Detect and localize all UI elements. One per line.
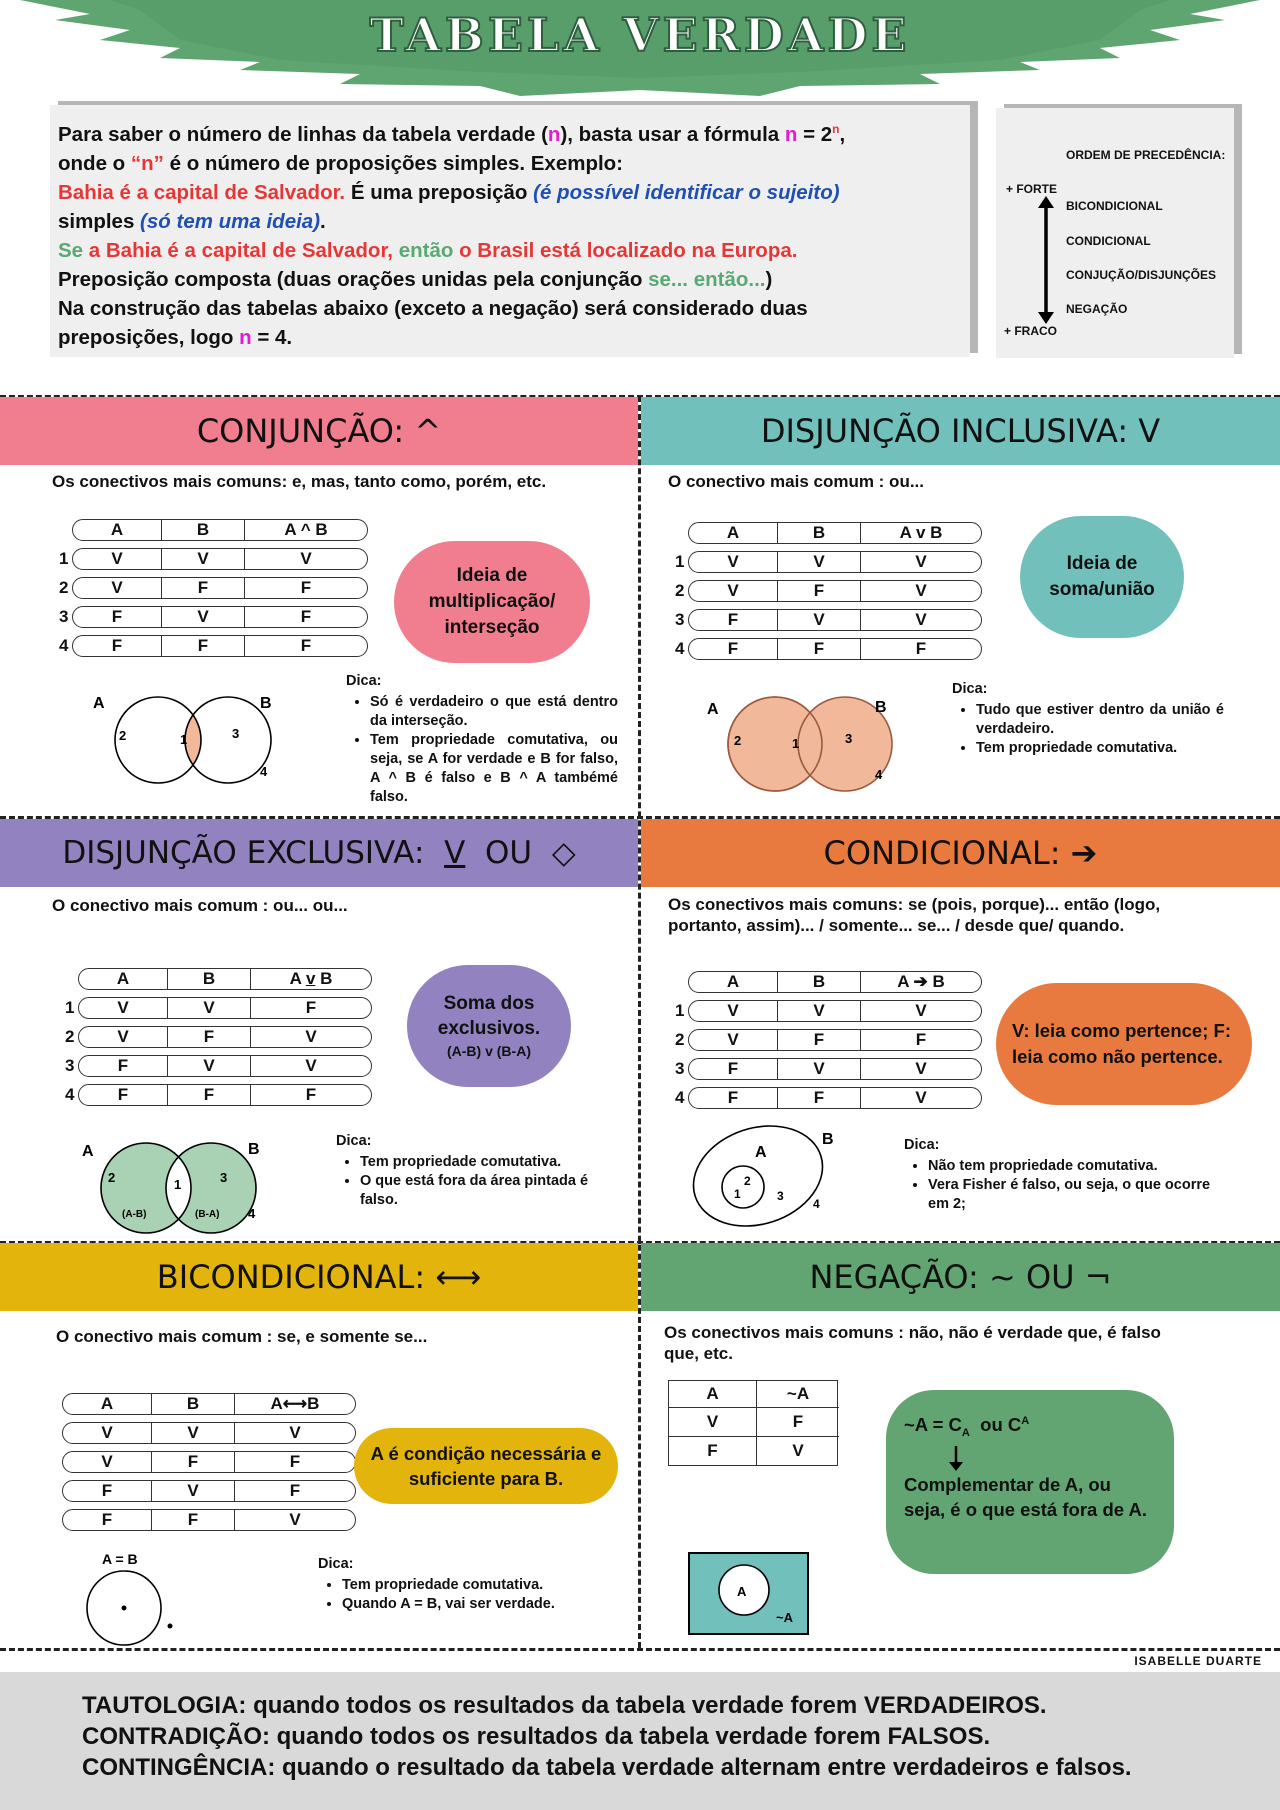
table-row <box>59 606 368 628</box>
table-cell: V <box>305 1027 317 1046</box>
intro-text: ), basta usar a fórmula <box>560 122 785 146</box>
intro-line-6 <box>58 265 962 294</box>
exclusive-tip <box>336 1132 616 1210</box>
venn-region: 2 <box>119 728 127 743</box>
exclusive-venn-diagram <box>78 1136 268 1236</box>
biconditional-header: BICONDICIONAL: ⟷ <box>0 1243 638 1311</box>
n-variable: n <box>547 122 561 146</box>
author-credit: ISABELLE DUARTE <box>1134 1654 1262 1668</box>
table-row <box>675 1087 982 1109</box>
row-number: 4 <box>675 1088 685 1107</box>
conditional-idea-bubble: V: leia como pertence; F: leia como não pertence. <box>996 983 1252 1105</box>
exclusive-truth-table <box>65 968 372 1113</box>
table-header: A <box>79 969 168 989</box>
table-cell: F <box>778 639 861 659</box>
table-cell: F <box>305 998 317 1017</box>
table-row <box>675 551 982 573</box>
venn-region-label: (B-A) <box>195 1209 220 1220</box>
row-number: 1 <box>65 998 75 1017</box>
table-header-row <box>688 522 982 544</box>
table-cell: F <box>289 1452 301 1471</box>
row-number: 4 <box>65 1085 75 1104</box>
biconditional-venn-diagram <box>80 1548 180 1650</box>
venn-region: 2 <box>108 1170 116 1185</box>
intro-text: ) <box>765 267 773 291</box>
venn-region: 3 <box>220 1170 228 1185</box>
negation-idea-bubble <box>886 1390 1174 1574</box>
precedence-item: NEGAÇÃO <box>1066 302 1128 316</box>
exclusive-connectives: O conectivo mais comum : ou... ou... <box>52 896 348 915</box>
table-row <box>62 1451 356 1473</box>
header-text: OU ◇ <box>465 835 576 871</box>
table-header: B <box>162 520 245 540</box>
intro-text: . <box>320 209 326 233</box>
venn-label: B <box>875 699 887 716</box>
table-header: A <box>63 1394 152 1414</box>
venn-region: 3 <box>845 731 853 746</box>
n-variable: n <box>784 122 798 146</box>
table-cell: F <box>73 607 162 627</box>
venn-label: A = B <box>102 1551 138 1567</box>
intro-line-1 <box>58 115 962 149</box>
intro-line-8 <box>58 323 962 352</box>
formula-part: ~A = C <box>904 1414 962 1436</box>
tip-item: • O que está fora da área pintada é falso. <box>360 1172 616 1210</box>
example-compound: a Bahia é a capital de Salvador, <box>83 238 399 262</box>
table-cell: V <box>689 1001 778 1021</box>
disjunction-connectives: O conectivo mais comum : ou... <box>668 472 924 491</box>
table-header: B <box>778 972 861 992</box>
venn-region: 1 <box>792 736 800 751</box>
table-cell: V <box>778 552 861 572</box>
table-row <box>62 1422 356 1444</box>
table-row <box>675 609 982 631</box>
table-cell: V <box>168 1056 251 1076</box>
table-header-row <box>78 968 372 990</box>
tip-item: • Tudo que estiver dentro da união é verdadeiro. <box>976 701 1224 739</box>
row-number: 1 <box>59 549 69 568</box>
table-cell: F <box>73 636 162 656</box>
intro-text: , <box>839 122 846 146</box>
tip-title: Dica: <box>904 1137 940 1153</box>
venn-region: 3 <box>777 1189 784 1203</box>
table-cell: V <box>79 1027 168 1047</box>
table-cell: V <box>305 1056 317 1075</box>
row-number: 2 <box>59 578 69 597</box>
table-cell: V <box>289 1510 301 1529</box>
table-cell: F <box>778 581 861 601</box>
precedence-item: CONJUÇÃO/DISJUNÇÕES <box>1066 268 1217 282</box>
table-header: A ^ B <box>284 520 328 539</box>
connective-se: Se <box>58 238 84 262</box>
intro-text: onde o <box>58 151 131 175</box>
table-cell: F <box>79 1085 168 1105</box>
formula-sup: A <box>1021 1415 1030 1427</box>
table-cell: V <box>168 998 251 1018</box>
row-number: 2 <box>675 581 685 600</box>
venn-region: 1 <box>174 1177 182 1192</box>
venn-region: 4 <box>813 1197 820 1211</box>
tip-item: • Tem propriedade comutativa, ou seja, se A for verdade e B for falso, A ^ B é falso e B ^ A tambémé falso. <box>370 731 618 807</box>
table-row <box>65 997 372 1019</box>
intro-line-5 <box>58 236 962 265</box>
venn-region: 2 <box>744 1174 751 1188</box>
table-cell: V <box>792 1441 804 1460</box>
venn-label: ~A <box>776 1610 793 1625</box>
table-row <box>62 1480 356 1502</box>
table-cell: F <box>79 1056 168 1076</box>
table-cell: V <box>915 1088 927 1107</box>
precedence-item: BICONDICIONAL <box>1066 199 1163 213</box>
table-row <box>62 1509 356 1531</box>
biconditional-idea-bubble: A é condição necessária e suficiente para B. <box>354 1428 618 1504</box>
tip-title: Dica: <box>346 673 382 689</box>
connective-entao: então <box>398 238 454 262</box>
table-cell: F <box>915 1030 927 1049</box>
row-number: 3 <box>59 607 69 626</box>
example-simple: Bahia é a capital de Salvador. <box>58 180 346 204</box>
precedence-title: ORDEM DE PRECEDÊNCIA: <box>1066 148 1226 162</box>
row-number: 3 <box>675 610 685 629</box>
venn-region-label: (A-B) <box>122 1209 147 1220</box>
table-cell: F <box>778 1088 861 1108</box>
connectives-line: Os conectivos mais comuns : não, não é verdade que, é falso <box>664 1323 1161 1342</box>
tip-item: • Quando A = B, vai ser verdade. <box>342 1595 618 1614</box>
header-symbol: V <box>444 835 466 871</box>
table-cell: F <box>689 1088 778 1108</box>
connective-se-entao: se... então... <box>648 267 766 291</box>
table-cell: F <box>152 1510 235 1530</box>
disjunction-venn-diagram <box>705 694 895 794</box>
table-cell: F <box>162 578 245 598</box>
venn-region: 3 <box>232 726 240 741</box>
venn-region: 1 <box>734 1187 741 1201</box>
negation-venn-diagram <box>688 1552 810 1636</box>
venn-label: A <box>93 695 105 712</box>
down-arrow-icon <box>946 1446 966 1472</box>
table-row <box>675 580 982 602</box>
table-header: A v B <box>899 523 943 542</box>
header-part: A <box>289 969 306 988</box>
table-row <box>675 1000 982 1022</box>
connectives-line: portanto, assim)... / somente... se... / desde que/ quando. <box>668 916 1125 935</box>
row-number: 2 <box>65 1027 75 1046</box>
table-row <box>675 1058 982 1080</box>
example-compound: o Brasil está localizado na Europa. <box>453 238 798 262</box>
table-header-row <box>72 519 368 541</box>
table-cell: F <box>162 636 245 656</box>
tip-item: • Tem propriedade comutativa. <box>342 1576 618 1595</box>
precedence-arrow-icon <box>1036 196 1056 324</box>
table-cell: F <box>300 607 312 626</box>
table-cell: V <box>689 552 778 572</box>
formula-part: ou C <box>969 1414 1022 1436</box>
negation-truth-table <box>668 1380 838 1466</box>
table-cell: F <box>689 1059 778 1079</box>
conjunction-venn-diagram <box>88 688 278 788</box>
table-cell: F <box>63 1510 152 1530</box>
table-row <box>65 1084 372 1106</box>
venn-region: 1 <box>180 732 188 747</box>
table-cell: F <box>305 1085 317 1104</box>
table-cell: F <box>915 639 927 658</box>
table-header <box>251 969 371 989</box>
biconditional-truth-table <box>62 1393 356 1538</box>
venn-label: A <box>707 701 719 718</box>
connectives-line: Os conectivos mais comuns: se (pois, porque)... então (logo, <box>668 895 1161 914</box>
conjunction-connectives: Os conectivos mais comuns: e, mas, tanto como, porém, etc. <box>52 472 547 491</box>
table-cell: V <box>915 610 927 629</box>
conjunction-header: CONJUNÇÃO: ^ <box>0 397 638 465</box>
conjunction-idea-bubble: Ideia de multiplicação/ interseção <box>394 541 590 663</box>
biconditional-connectives: O conectivo mais comum : se, e somente se... <box>56 1327 428 1346</box>
table-cell: V <box>669 1408 757 1437</box>
table-cell: V <box>289 1423 301 1442</box>
table-cell: V <box>300 549 312 568</box>
table-cell: V <box>63 1423 152 1443</box>
inclusive-disjunction-header: DISJUNÇÃO INCLUSIVA: V <box>641 397 1280 465</box>
table-header: A <box>689 523 778 543</box>
intro-text: preposições, logo <box>58 325 240 349</box>
table-cell: V <box>162 549 245 569</box>
contradiction-definition: CONTRADIÇÃO: quando todos os resultados da tabela verdade forem FALSOS. <box>82 1723 991 1750</box>
venn-label: A <box>755 1144 767 1161</box>
table-cell: F <box>689 610 778 630</box>
table-cell: F <box>152 1452 235 1472</box>
negation-header: NEGAÇÃO: ~ OU ¬ <box>641 1243 1280 1311</box>
page-title: TABELA VERDADE <box>369 8 911 62</box>
table-cell: V <box>778 1001 861 1021</box>
venn-region: 2 <box>734 733 742 748</box>
intro-text: Preposição composta (duas orações unidas pela conjunção <box>58 267 649 291</box>
table-header: A ➔ B <box>897 972 945 991</box>
divider <box>638 396 641 1648</box>
bubble-text: Soma dos exclusivos. <box>437 993 541 1039</box>
conditional-header: CONDICIONAL: ➔ <box>641 819 1280 887</box>
table-cell: V <box>915 1059 927 1078</box>
intro-box <box>50 105 970 357</box>
precedence-item: CONDICIONAL <box>1066 234 1151 248</box>
table-header: B <box>168 969 251 989</box>
negation-grid <box>668 1380 838 1466</box>
table-cell: V <box>63 1452 152 1472</box>
tip-title: Dica: <box>318 1556 354 1572</box>
contingency-definition: CONTINGÊNCIA: quando o resultado da tabela verdade alternam entre verdadeiros e falsos. <box>82 1754 1132 1781</box>
tautology-definition: TAUTOLOGIA: quando todos os resultados da tabela verdade forem VERDADEIROS. <box>82 1692 1047 1719</box>
table-header: B <box>152 1394 235 1414</box>
table-cell: F <box>757 1408 839 1437</box>
conjunction-truth-table <box>59 519 368 664</box>
table-header: A <box>689 972 778 992</box>
table-cell: V <box>915 581 927 600</box>
table-row <box>59 548 368 570</box>
intro-text: é o número de proposições simples. Exemplo: <box>163 151 624 175</box>
tip-item: • Tem propriedade comutativa. <box>360 1153 616 1172</box>
table-cell: F <box>168 1027 251 1047</box>
table-cell: F <box>289 1481 301 1500</box>
row-number: 3 <box>675 1059 685 1078</box>
intro-text: Para saber o número de linhas da tabela verdade ( <box>58 122 548 146</box>
table-cell: V <box>689 581 778 601</box>
table-row <box>675 638 982 660</box>
precedence-weak: + FRACO <box>1004 324 1058 338</box>
table-cell: V <box>778 1059 861 1079</box>
intro-text: simples <box>58 209 141 233</box>
table-cell: F <box>300 578 312 597</box>
biconditional-tip <box>318 1555 618 1614</box>
complement-description: Complementar de A, ou seja, é o que está fora de A. <box>904 1473 1147 1520</box>
table-row <box>59 577 368 599</box>
table-header: B <box>778 523 861 543</box>
venn-label: B <box>248 1141 260 1158</box>
table-cell: F <box>778 1030 861 1050</box>
table-cell: V <box>73 549 162 569</box>
intro-text: = 2 <box>797 122 833 146</box>
table-cell: V <box>689 1030 778 1050</box>
divider <box>0 1648 1280 1651</box>
intro-text: É uma preposição <box>345 180 534 204</box>
n-quoted: “n” <box>130 151 164 175</box>
header-text: DISJUNÇÃO EXCLUSIVA: <box>62 835 445 871</box>
table-cell: F <box>63 1481 152 1501</box>
disjunction-tip <box>952 680 1224 758</box>
intro-line-3 <box>58 178 962 207</box>
table-cell: V <box>162 607 245 627</box>
intro-note: (é possível identificar o sujeito) <box>533 180 840 204</box>
table-cell: V <box>778 610 861 630</box>
table-row <box>65 1055 372 1077</box>
row-number: 4 <box>675 639 685 658</box>
connectives-line: que, etc. <box>664 1344 733 1363</box>
tip-title: Dica: <box>952 681 988 697</box>
venn-label: B <box>822 1131 834 1148</box>
table-row <box>675 1029 982 1051</box>
table-cell: F <box>300 636 312 655</box>
tip-item: • Tem propriedade comutativa. <box>976 739 1224 758</box>
table-header: ~A <box>757 1381 839 1408</box>
complement-formula <box>904 1408 1029 1446</box>
table-header: A⟷B <box>270 1394 320 1413</box>
row-number: 4 <box>59 636 69 655</box>
venn-label: A <box>82 1143 94 1160</box>
conditional-connectives <box>668 894 1160 936</box>
conditional-tip <box>904 1136 1214 1214</box>
disjunction-idea-bubble: Ideia de soma/união <box>1020 516 1184 638</box>
table-cell: V <box>152 1423 235 1443</box>
intro-text: = 4. <box>251 325 293 349</box>
intro-note: (só tem uma ideia) <box>140 209 321 233</box>
table-cell: V <box>79 998 168 1018</box>
exclusive-idea-bubble <box>407 965 571 1087</box>
table-cell: V <box>152 1481 235 1501</box>
n-variable: n <box>239 325 252 349</box>
venn-label: A <box>737 1584 747 1599</box>
tip-item: • Não tem propriedade comutativa. <box>928 1157 1214 1176</box>
table-header-row <box>688 971 982 993</box>
conjunction-tip <box>346 672 618 807</box>
row-number: 2 <box>675 1030 685 1049</box>
tip-item: • Só é verdadeiro o que está dentro da interseção. <box>370 693 618 731</box>
disjunction-truth-table <box>675 522 982 667</box>
table-cell: F <box>168 1085 251 1105</box>
intro-line-7: Na construção das tabelas abaixo (exceto a negação) será considerado duas <box>58 296 808 320</box>
table-cell: V <box>915 1001 927 1020</box>
exclusive-disjunction-header <box>0 819 638 887</box>
table-cell: F <box>689 639 778 659</box>
definitions-footer <box>0 1672 1280 1810</box>
venn-region: 4 <box>875 767 883 782</box>
venn-region: 4 <box>260 764 268 779</box>
table-cell: V <box>73 578 162 598</box>
table-row <box>59 635 368 657</box>
row-number: 3 <box>65 1056 75 1075</box>
row-number: 1 <box>675 552 685 571</box>
table-header: A <box>73 520 162 540</box>
table-header-row <box>62 1393 356 1415</box>
conditional-venn-diagram <box>686 1124 836 1228</box>
negation-connectives <box>664 1322 1161 1364</box>
table-header: A <box>669 1381 757 1408</box>
precedence-box <box>996 108 1234 358</box>
intro-line-2 <box>58 149 962 178</box>
bubble-formula: (A-B) v (B-A) <box>447 1043 531 1059</box>
exponent: n <box>832 122 840 136</box>
formula-sub: A <box>961 1426 970 1439</box>
precedence-strong: + FORTE <box>1006 182 1058 196</box>
tip-title: Dica: <box>336 1133 372 1149</box>
venn-region: 4 <box>248 1206 256 1221</box>
row-number: 1 <box>675 1001 685 1020</box>
table-cell: F <box>669 1437 757 1465</box>
header-part: B <box>315 969 333 988</box>
header-part: v <box>305 969 316 988</box>
venn-label: B <box>260 695 272 712</box>
conditional-truth-table <box>675 971 982 1116</box>
intro-line-4 <box>58 207 962 236</box>
table-row <box>65 1026 372 1048</box>
tip-item: • Vera Fisher é falso, ou seja, o que ocorre em 2; <box>928 1176 1214 1214</box>
table-cell: V <box>915 552 927 571</box>
